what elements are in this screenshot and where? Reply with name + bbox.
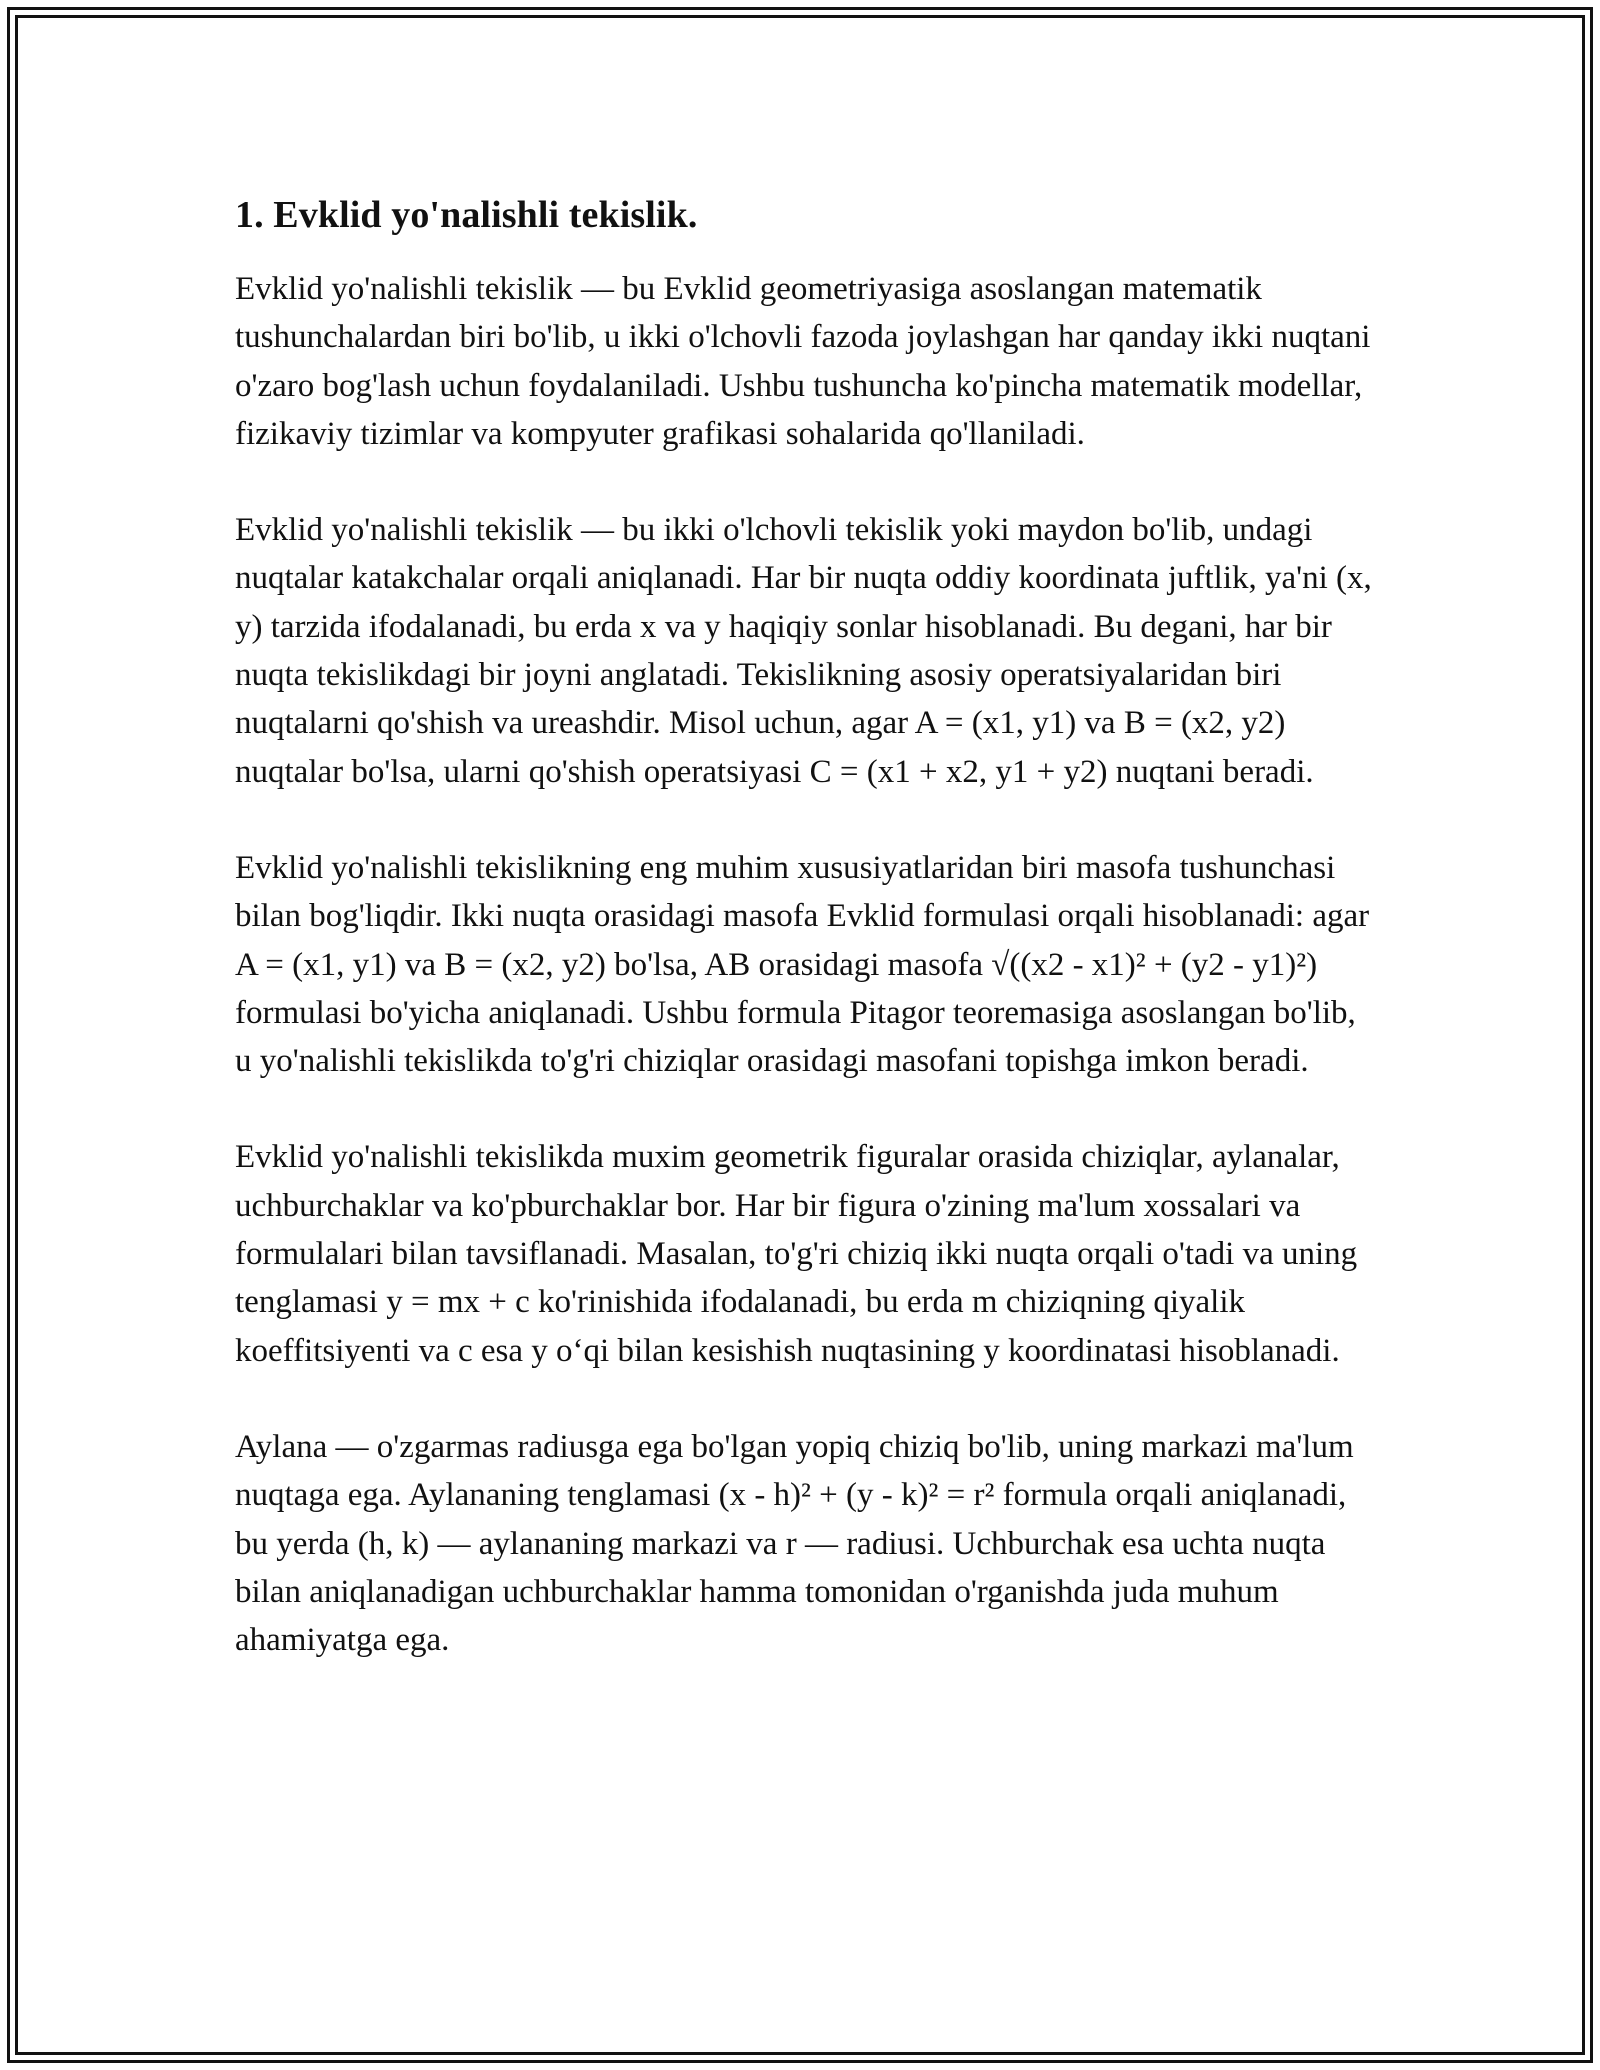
paragraph-distance: Evklid yo'nalishli tekislikning eng muhim xususiyatlaridan biri masofa tushunchasi bilan bog'liqdir. Ikki nuqta orasidagi masofa Evklid formulasi orqali hisoblanadi: agar A = (x1, y1) va B = (x2, y2) bo'lsa, AB orasidagi masofa √((x2 - x1)² + (y2 - y1)²) formulasi bo'yicha aniqlanadi. Ushbu formula Pitagor teoremasiga asoslangan bo'lib, u yo'nalishli tekislikda to'g'ri chiziqlar orasidagi masofani topishga imkon beradi. xyxy=(235,849,1370,1080)
document-page xyxy=(235,187,1375,1712)
paragraph-circle: Aylana — o'zgarmas radiusga ega bo'lgan yopiq chiziq bo'lib, uning markazi ma'lum nuqtaga ega. Aylananing tenglamasi (x - h)² + (y - k)² = r² formula orqali aniqlanadi, bu yerda (h, k) — aylananing markazi va r — radiusi. Uchburchak esa uchta nuqta bilan aniqlanadigan uchburchaklar hamma tomonidan o'rganishda juda muhum ahamiyatga ega. xyxy=(235,1428,1354,1659)
paragraph-definition: Evklid yo'nalishli tekislik — bu Evklid geometriyasiga asoslangan matematik tushunchalardan biri bo'lib, u ikki o'lchovli fazoda joylashgan har qanday ikki nuqtani o'zaro bog'lash uchun foydalaniladi. Ushbu tushuncha ko'pincha matematik modellar, fizikaviy tizimlar va kompyuter grafikasi sohalarida qo'llaniladi. xyxy=(235,271,1371,452)
paragraph-figures: Evklid yo'nalishli tekislikda muxim geometrik figuralar orasida chiziqlar, aylanalar, uchburchaklar va ko'pburchaklar bor. Har bir figura o'zining ma'lum xossalari va formulalari bilan tavsiflanadi. Masalan, to'g'ri chiziq ikki nuqta orqali o'tadi va uning tenglamasi y = mx + c ko'rinishida ifodalanadi, bu erda m chiziqning qiyalik koeffitsiyenti va c esa y o‘qi bilan kesishish nuqtasining y koordinatasi hisoblanadi. xyxy=(235,1139,1358,1369)
document-heading: 1. Evklid yo'nalishli tekislik. xyxy=(235,194,698,236)
paragraph-coordinates: Evklid yo'nalishli tekislik — bu ikki o'lchovli tekislik yoki maydon bo'lib, undagi nuqtalar katakchalar orqali aniqlanadi. Har bir nuqta oddiy koordinata juftlik, ya'ni (x, y) tarzida ifodalanadi, bu erda x va y haqiqiy sonlar hisoblanadi. Bu degani, har bir nuqta tekislikdagi bir joyni anglatadi. Tekislikning asosiy operatsiyalaridan biri nuqtalarni qo'shish va ureashdir. Misol uchun, agar A = (x1, y1) va B = (x2, y2) nuqtalar bo'lsa, ularni qo'shish operatsiyasi C = (x1 + x2, y1 + y2) nuqtani beradi. xyxy=(235,512,1372,790)
